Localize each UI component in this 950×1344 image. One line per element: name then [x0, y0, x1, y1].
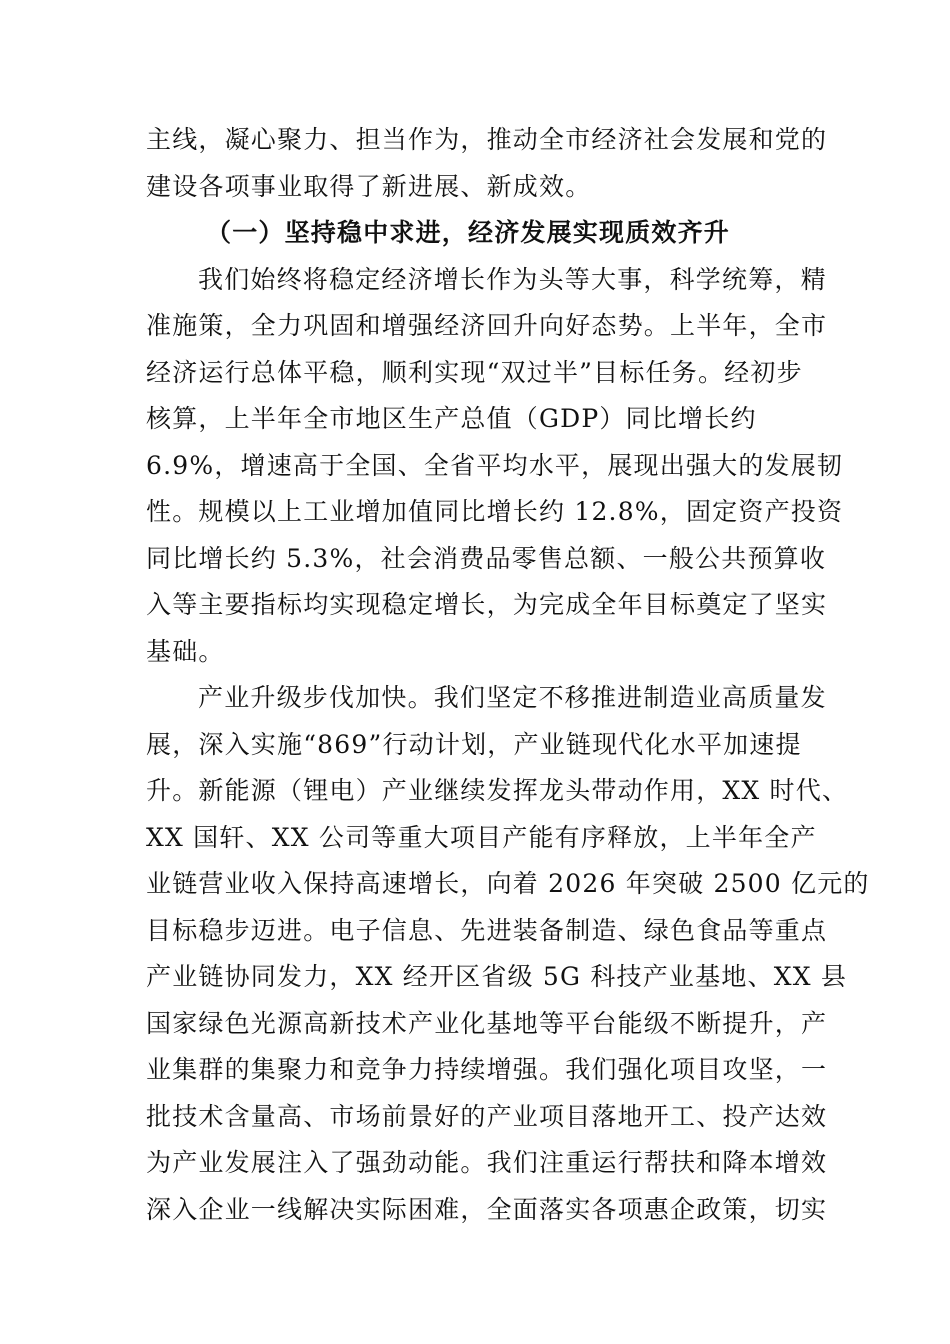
text-line: 业链营业收入保持高速增长，向着 2026 年突破 2500 亿元的 [146, 869, 870, 898]
text-line: 建设各项事业取得了新进展、新成效。 [146, 171, 592, 201]
text-line: 主线，凝心聚力、担当作为，推动全市经济社会发展和党的 [146, 125, 828, 154]
text-line: 入等主要指标均实现稳定增长，为完成全年目标奠定了坚实 [146, 590, 828, 619]
text-line: 经济运行总体平稳，顺利实现“双过半”目标任务。经初步 [146, 357, 803, 387]
section-heading: （一）坚持稳中求进，经济发展实现质效齐升 [206, 218, 731, 247]
text-line: 展，深入实施“869”行动计划，产业链现代化水平加速提 [146, 729, 802, 759]
text-line: 同比增长约 5.3%，社会消费品零售总额、一般公共预算收 [146, 543, 827, 573]
text-line: 目标稳步迈进。电子信息、先进装备制造、绿色食品等重点 [146, 915, 828, 945]
text-line: 国家绿色光源高新技术产业化基地等平台能级不断提升，产 [146, 1008, 828, 1038]
text-line: 性。规模以上工业增加值同比增长约 12.8%，固定资产投资 [146, 497, 844, 526]
text-line: 升。新能源（锂电）产业继续发挥龙头带动作用，XX 时代、 [146, 776, 849, 805]
text-line: 核算，上半年全市地区生产总值（GDP）同比增长约 [146, 404, 757, 433]
text-line: 基础。 [146, 636, 225, 666]
text-line: 业集群的集聚力和竞争力持续增强。我们强化项目攻坚，一 [146, 1055, 828, 1084]
text-line: 深入企业一线解决实际困难，全面落实各项惠企政策，切实 [146, 1194, 828, 1224]
text-line: 我们始终将稳定经济增长作为头等大事，科学统筹，精 [198, 264, 827, 294]
text-line: 产业链协同发力，XX 经开区省级 5G 科技产业基地、XX 县 [146, 962, 848, 991]
text-line: XX 国轩、XX 公司等重大项目产能有序释放，上半年全产 [146, 822, 817, 852]
text-line: 6.9%，增速高于全国、全省平均水平，展现出强大的发展韧 [146, 450, 844, 480]
text-line: 批技术含量高、市场前景好的产业项目落地开工、投产达效 [146, 1101, 828, 1131]
text-line: 产业升级步伐加快。我们坚定不移推进制造业高质量发 [198, 683, 827, 712]
text-line: 为产业发展注入了强劲动能。我们注重运行帮扶和降本增效 [146, 1148, 828, 1177]
text-line: 准施策，全力巩固和增强经济回升向好态势。上半年，全市 [146, 311, 828, 340]
document-body [146, 117, 870, 1233]
